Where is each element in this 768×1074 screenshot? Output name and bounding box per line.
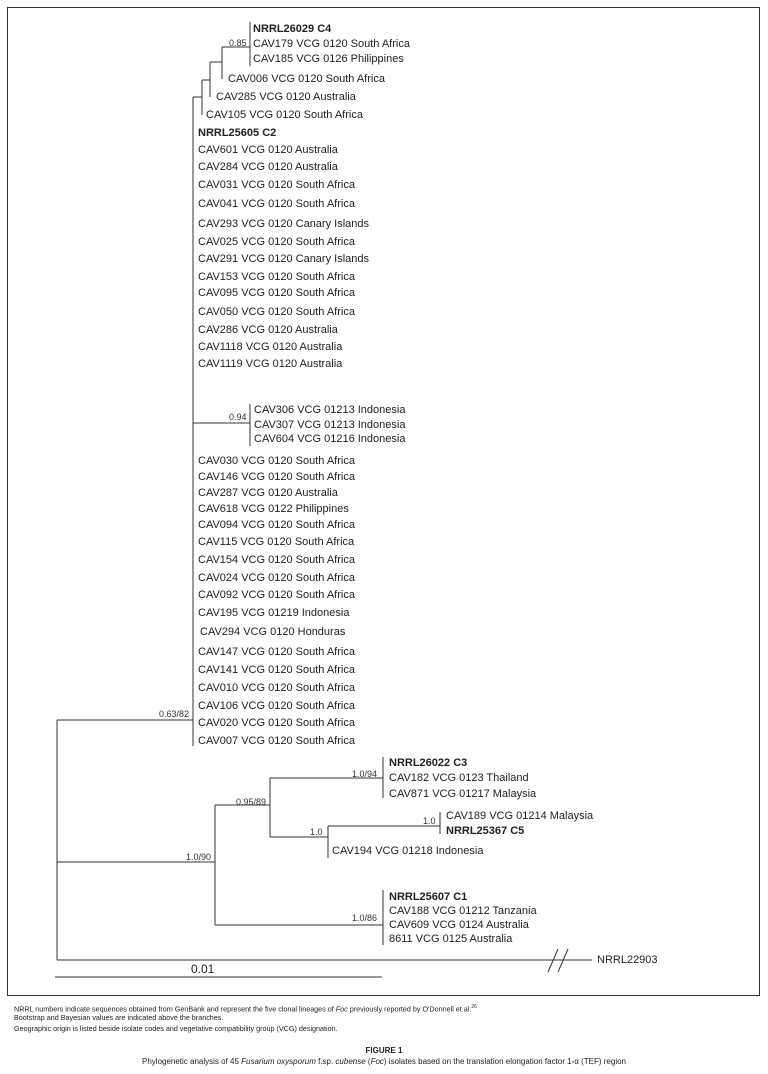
support-value: 1.0 [423, 816, 436, 826]
figure-label: FIGURE 1 [365, 1046, 403, 1055]
scale-bar-label: 0.01 [191, 962, 215, 976]
branch [57, 97, 193, 746]
caption-note-text: NRRL numbers indicate sequences obtained from GenBank and represent the five clonal lineages of Foc previously reported by O'Donnell et al. [14, 1004, 472, 1014]
taxon-label: CAV182 VCG 0123 Thailand [389, 772, 529, 784]
taxon-label: CAV609 VCG 0124 Australia [389, 919, 529, 931]
taxon-label: CAV010 VCG 0120 South Africa [198, 682, 355, 694]
support-value: 1.0/90 [186, 852, 212, 862]
taxon-label: CAV1118 VCG 0120 Australia [198, 341, 343, 353]
taxon-label: CAV106 VCG 0120 South Africa [198, 700, 355, 712]
taxon-label: CAV006 VCG 0120 South Africa [228, 73, 385, 85]
taxon-label: CAV105 VCG 0120 South Africa [206, 109, 363, 121]
taxon-label: CAV154 VCG 0120 South Africa [198, 554, 355, 566]
caption-note: Bootstrap and Bayesian values are indicated above the branches. [14, 1013, 224, 1022]
taxon-label: CAV1119 VCG 0120 Australia [198, 358, 343, 370]
taxon-label: CAV294 VCG 0120 Honduras [200, 626, 346, 638]
taxon-label: CAV115 VCG 0120 South Africa [198, 536, 355, 548]
taxon-label: CAV179 VCG 0120 South Africa [253, 38, 410, 50]
taxon-label: CAV618 VCG 0122 Philippines [198, 503, 349, 515]
reference-superscript: 26 [471, 1004, 477, 1010]
taxon-label: CAV195 VCG 01219 Indonesia [198, 607, 350, 619]
taxon-label: CAV095 VCG 0120 South Africa [198, 287, 355, 299]
taxon-label: CAV025 VCG 0120 South Africa [198, 236, 355, 248]
taxon-label: CAV141 VCG 0120 South Africa [198, 664, 355, 676]
support-value: 0.63/82 [159, 709, 190, 719]
outgroup-label: NRRL22903 [597, 954, 658, 966]
support-value: 1.0/94 [352, 769, 378, 779]
taxon-label: NRRL25607 C1 [389, 891, 468, 903]
taxon-label: CAV024 VCG 0120 South Africa [198, 572, 355, 584]
taxon-label: CAV287 VCG 0120 Australia [198, 487, 338, 499]
taxon-label: CAV307 VCG 01213 Indonesia [254, 419, 406, 431]
support-value: 0.95/89 [236, 797, 267, 807]
figure-title: Phylogenetic analysis of 45 Fusarium oxysporum f.sp. cubense (Foc) isolates based on the translation elongation factor 1-α (TEF) region [142, 1057, 626, 1066]
taxon-label: CAV188 VCG 01212 Tanzania [389, 905, 537, 917]
taxon-label: CAV007 VCG 0120 South Africa [198, 735, 355, 747]
taxon-label: NRRL26022 C3 [389, 757, 468, 769]
caption-note: Geographic origin is listed beside isolate codes and vegetative compatibility group (VCG) designation. [14, 1024, 338, 1033]
taxon-label: CAV601 VCG 0120 Australia [198, 144, 338, 156]
taxon-label: NRRL26029 C4 [253, 23, 332, 35]
support-value: 0.94 [229, 412, 247, 422]
taxon-label: CAV146 VCG 0120 South Africa [198, 471, 355, 483]
branch [57, 720, 215, 960]
taxon-label: CAV041 VCG 0120 South Africa [198, 198, 355, 210]
taxon-label: CAV604 VCG 01216 Indonesia [254, 433, 406, 445]
support-value: 0.85 [229, 38, 247, 48]
taxon-label: CAV147 VCG 0120 South Africa [198, 646, 355, 658]
taxon-label: CAV094 VCG 0120 South Africa [198, 519, 355, 531]
branch [193, 404, 250, 446]
taxon-label: NRRL25605 C2 [198, 127, 277, 139]
taxon-label: 8611 VCG 0125 Australia [389, 933, 513, 945]
taxon-label: CAV031 VCG 0120 South Africa [198, 179, 355, 191]
taxon-label: CAV291 VCG 0120 Canary Islands [198, 253, 369, 265]
taxon-label: CAV285 VCG 0120 Australia [216, 91, 356, 103]
support-value: 1.0 [310, 827, 323, 837]
taxon-label: CAV194 VCG 01218 Indonesia [332, 845, 484, 857]
taxon-label: CAV189 VCG 01214 Malaysia [446, 810, 594, 822]
support-value: 1.0/86 [352, 913, 378, 923]
taxon-label: CAV284 VCG 0120 Australia [198, 161, 338, 173]
taxon-label: CAV153 VCG 0120 South Africa [198, 271, 355, 283]
taxon-label: CAV050 VCG 0120 South Africa [198, 306, 355, 318]
taxon-label: CAV185 VCG 0126 Philippines [253, 53, 404, 65]
taxon-label: CAV871 VCG 01217 Malaysia [389, 788, 537, 800]
taxon-label: CAV020 VCG 0120 South Africa [198, 717, 355, 729]
taxon-label: CAV092 VCG 0120 South Africa [198, 589, 355, 601]
taxon-label: NRRL25367 C5 [446, 825, 525, 837]
taxon-label: CAV293 VCG 0120 Canary Islands [198, 218, 369, 230]
taxon-label: CAV306 VCG 01213 Indonesia [254, 404, 406, 416]
taxon-label: CAV286 VCG 0120 Australia [198, 324, 338, 336]
taxon-label: CAV030 VCG 0120 South Africa [198, 455, 355, 467]
